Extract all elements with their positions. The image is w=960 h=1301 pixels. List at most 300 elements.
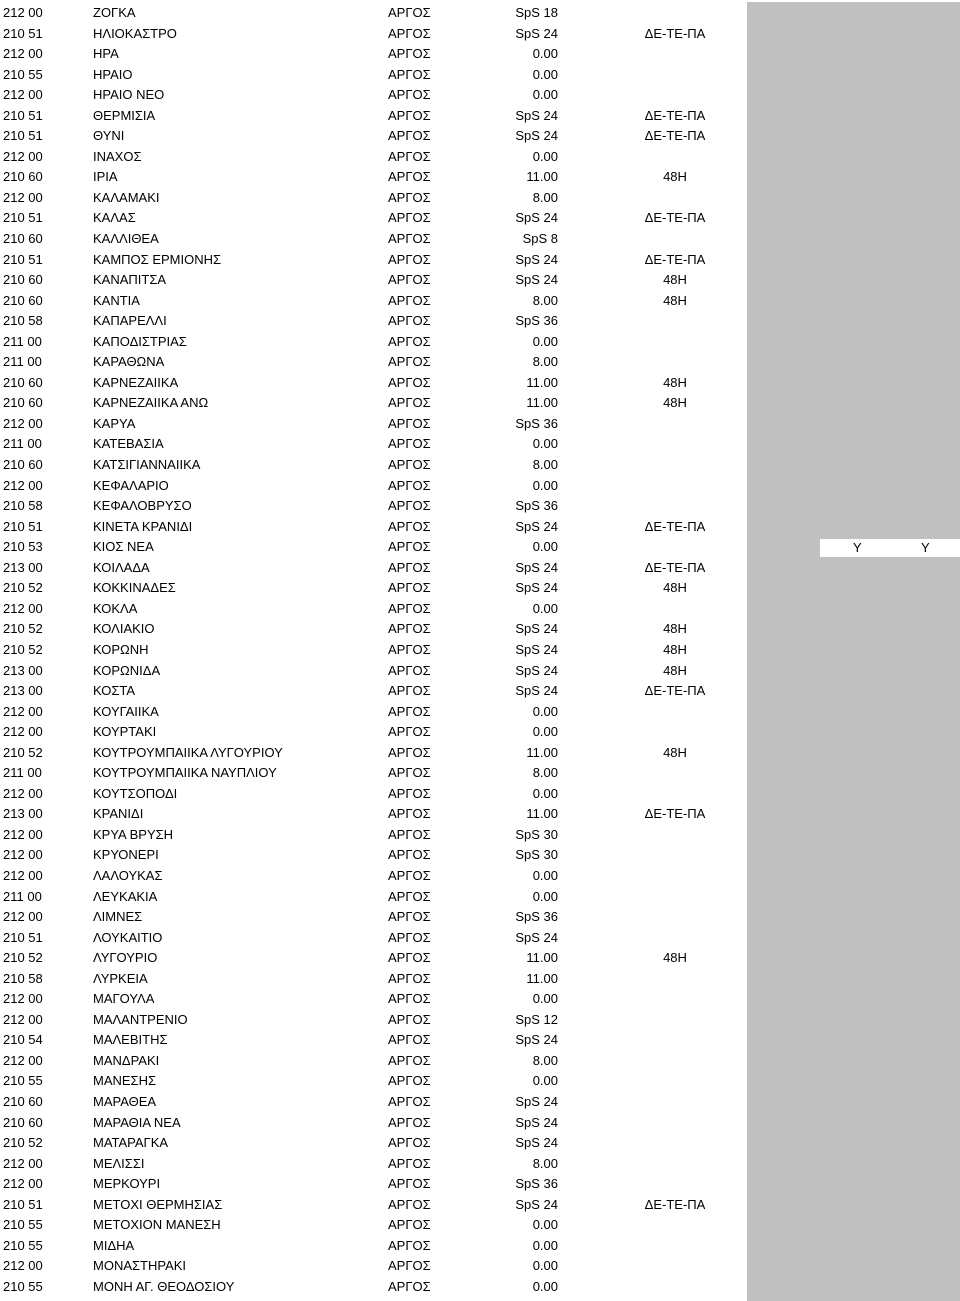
city-cell: ΑΡΓΟΣ	[388, 148, 431, 164]
table-row	[0, 3, 747, 24]
locality-name-cell: ΜΑΡΑΘΕΑ	[93, 1093, 157, 1109]
delivery-note-cell: ΔΕ-ΤΕ-ΠΑ	[644, 806, 706, 822]
rate-cell: SpS 24	[515, 1135, 558, 1151]
postal-code-cell: 210 60	[3, 457, 43, 473]
locality-name-cell: ΚΟΚΛΑ	[93, 600, 138, 616]
postal-code-cell: 211 00	[3, 765, 42, 781]
rate-cell: SpS 24	[515, 621, 558, 637]
table-row	[0, 1030, 747, 1051]
city-cell: ΑΡΓΟΣ	[388, 1114, 431, 1130]
table-row	[0, 24, 747, 45]
city-cell: ΑΡΓΟΣ	[388, 847, 431, 863]
city-cell: ΑΡΓΟΣ	[388, 169, 431, 185]
rate-cell: SpS 24	[515, 25, 558, 41]
city-cell: ΑΡΓΟΣ	[388, 1011, 431, 1027]
postal-code-cell: 210 55	[3, 66, 43, 82]
locality-name-cell: ΛΥΓΟΥΡΙΟ	[93, 950, 158, 966]
locality-name-cell: ΚΟΡΩΝΙΔΑ	[93, 662, 161, 678]
table-row	[0, 1010, 747, 1031]
city-cell: ΑΡΓΟΣ	[388, 1196, 431, 1212]
locality-name-cell: ΚΟΣΤΑ	[93, 683, 136, 699]
city-cell: ΑΡΓΟΣ	[388, 498, 431, 514]
table-row	[0, 250, 747, 271]
city-cell: ΑΡΓΟΣ	[388, 251, 431, 267]
postal-code-cell: 210 60	[3, 169, 43, 185]
locality-name-cell: ΜΑΛΕΒΙΤΗΣ	[93, 1032, 168, 1048]
table-row	[0, 763, 747, 784]
locality-name-cell: ΚΑΜΠΟΣ ΕΡΜΙΟΝΗΣ	[93, 251, 222, 267]
rate-cell: SpS 36	[515, 1176, 558, 1192]
locality-name-cell: ΜΟΝΑΣΤΗΡΑΚΙ	[93, 1258, 187, 1274]
locality-name-cell: ΗΡΑΙΟ	[93, 66, 133, 82]
table-row	[0, 1113, 747, 1134]
city-cell: ΑΡΓΟΣ	[388, 641, 431, 657]
delivery-note-cell: 48Η	[663, 744, 687, 760]
city-cell: ΑΡΓΟΣ	[388, 107, 431, 123]
table-row	[0, 578, 747, 599]
city-cell: ΑΡΓΟΣ	[388, 1052, 431, 1068]
locality-name-cell: ΜΟΝΗ ΑΓ. ΘΕΟΔΟΣΙΟΥ	[93, 1278, 235, 1294]
postal-code-cell: 210 55	[3, 1073, 43, 1089]
table-row	[0, 1256, 747, 1277]
postal-code-cell: 210 51	[3, 107, 43, 123]
city-cell: ΑΡΓΟΣ	[388, 744, 431, 760]
rate-cell: 11.00	[526, 169, 558, 185]
table-row	[0, 1092, 747, 1113]
locality-name-cell: ΚΑΡΝΕΖΑΙΙΚΑ ΑΝΩ	[93, 395, 209, 411]
postal-code-cell: 210 55	[3, 1237, 43, 1253]
postal-code-cell: 213 00	[3, 662, 43, 678]
locality-name-cell: ΚΑΝΤΙΑ	[93, 292, 140, 308]
locality-name-cell: ΘΕΡΜΙΣΙΑ	[93, 107, 156, 123]
postal-code-cell: 210 52	[3, 950, 43, 966]
rate-cell: 0.00	[532, 1073, 558, 1089]
city-cell: ΑΡΓΟΣ	[388, 559, 431, 575]
locality-table	[0, 3, 747, 1297]
rate-cell: SpS 30	[515, 847, 558, 863]
delivery-note-cell: 48Η	[663, 292, 687, 308]
rate-cell: 0.00	[532, 46, 558, 62]
city-cell: ΑΡΓΟΣ	[388, 765, 431, 781]
table-row	[0, 1215, 747, 1236]
delivery-note-cell: 48Η	[663, 272, 687, 288]
table-row	[0, 681, 747, 702]
table-row	[0, 845, 747, 866]
rate-cell: SpS 36	[515, 909, 558, 925]
rate-cell: SpS 36	[515, 415, 558, 431]
table-row	[0, 311, 747, 332]
city-cell: ΑΡΓΟΣ	[388, 929, 431, 945]
table-row	[0, 1051, 747, 1072]
rate-cell: 8.00	[532, 292, 558, 308]
city-cell: ΑΡΓΟΣ	[388, 46, 431, 62]
locality-name-cell: ΜΕΤΟΧΙ ΘΕΡΜΗΣΙΑΣ	[93, 1196, 223, 1212]
postal-code-cell: 213 00	[3, 806, 43, 822]
table-row	[0, 208, 747, 229]
table-row	[0, 640, 747, 661]
grey-side-panel	[747, 2, 960, 1301]
locality-name-cell: ΚΑΠΑΡΕΛΛΙ	[93, 313, 167, 329]
postal-code-cell: 212 00	[3, 1155, 43, 1171]
postal-code-cell: 212 00	[3, 600, 43, 616]
city-cell: ΑΡΓΟΣ	[388, 683, 431, 699]
delivery-note-cell: 48Η	[663, 395, 687, 411]
postal-code-cell: 211 00	[3, 333, 42, 349]
postal-code-cell: 210 60	[3, 292, 43, 308]
city-cell: ΑΡΓΟΣ	[388, 189, 431, 205]
rate-cell: 8.00	[532, 354, 558, 370]
locality-name-cell: ΜΑΓΟΥΛΑ	[93, 991, 155, 1007]
delivery-note-cell: 48Η	[663, 169, 687, 185]
locality-name-cell: ΛΕΥΚΑΚΙΑ	[93, 888, 158, 904]
table-row	[0, 619, 747, 640]
city-cell: ΑΡΓΟΣ	[388, 477, 431, 493]
locality-name-cell: ΚΑΛΑΜΑΚΙ	[93, 189, 160, 205]
postal-code-cell: 210 51	[3, 518, 43, 534]
postal-code-cell: 210 55	[3, 1217, 43, 1233]
postal-code-cell: 210 58	[3, 498, 43, 514]
table-row	[0, 291, 747, 312]
locality-name-cell: ΚΡΥΟΝΕΡΙ	[93, 847, 159, 863]
delivery-note-cell: ΔΕ-ΤΕ-ΠΑ	[644, 518, 706, 534]
postal-code-cell: 210 51	[3, 251, 43, 267]
rate-cell: 0.00	[532, 1278, 558, 1294]
postal-code-cell: 210 52	[3, 621, 43, 637]
table-row	[0, 270, 747, 291]
rate-cell: 0.00	[532, 785, 558, 801]
locality-name-cell: ΚΙΟΣ ΝΕΑ	[93, 539, 154, 555]
flag-strip	[820, 539, 960, 557]
locality-name-cell: ΛΙΜΝΕΣ	[93, 909, 143, 925]
rate-cell: 0.00	[532, 66, 558, 82]
rate-cell: SpS 8	[522, 231, 558, 247]
city-cell: ΑΡΓΟΣ	[388, 292, 431, 308]
postal-code-cell: 210 51	[3, 25, 43, 41]
city-cell: ΑΡΓΟΣ	[388, 950, 431, 966]
rate-cell: SpS 24	[515, 1196, 558, 1212]
rate-cell: 0.00	[532, 436, 558, 452]
rate-cell: SpS 24	[515, 210, 558, 226]
delivery-note-cell: 48Η	[663, 950, 687, 966]
postal-code-cell: 210 60	[3, 1114, 43, 1130]
locality-name-cell: ΜΕΛΙΣΣΙ	[93, 1155, 145, 1171]
rate-cell: 0.00	[532, 87, 558, 103]
rate-cell: 0.00	[532, 600, 558, 616]
locality-name-cell: ΘΥΝΙ	[93, 128, 125, 144]
table-row	[0, 661, 747, 682]
table-row	[0, 85, 747, 106]
locality-name-cell: ΚΟΥΡΤΑΚΙ	[93, 724, 157, 740]
table-row	[0, 434, 747, 455]
table-row	[0, 1236, 747, 1257]
delivery-note-cell: 48Η	[663, 621, 687, 637]
city-cell: ΑΡΓΟΣ	[388, 518, 431, 534]
rate-cell: 8.00	[532, 189, 558, 205]
locality-name-cell: ΖΟΓΚΑ	[93, 5, 136, 20]
postal-code-cell: 212 00	[3, 1052, 43, 1068]
postal-code-cell: 212 00	[3, 415, 43, 431]
table-row	[0, 784, 747, 805]
rate-cell: SpS 36	[515, 498, 558, 514]
locality-name-cell: ΛΥΡΚΕΙΑ	[93, 970, 148, 986]
delivery-note-cell: ΔΕ-ΤΕ-ΠΑ	[644, 559, 706, 575]
city-cell: ΑΡΓΟΣ	[388, 909, 431, 925]
postal-code-cell: 212 00	[3, 148, 43, 164]
postal-code-cell: 210 51	[3, 1196, 43, 1212]
postal-code-cell: 212 00	[3, 991, 43, 1007]
postal-code-cell: 212 00	[3, 87, 43, 103]
locality-name-cell: ΜΙΔΗΑ	[93, 1237, 135, 1253]
rate-cell: 0.00	[532, 477, 558, 493]
table-row	[0, 989, 747, 1010]
rate-cell: 0.00	[532, 1237, 558, 1253]
delivery-note-cell: 48Η	[663, 641, 687, 657]
city-cell: ΑΡΓΟΣ	[388, 662, 431, 678]
postal-code-cell: 210 58	[3, 970, 43, 986]
city-cell: ΑΡΓΟΣ	[388, 621, 431, 637]
city-cell: ΑΡΓΟΣ	[388, 1278, 431, 1294]
table-row	[0, 106, 747, 127]
postal-code-cell: 212 00	[3, 5, 43, 20]
rate-cell: SpS 24	[515, 518, 558, 534]
table-row	[0, 887, 747, 908]
flag-cell: Υ	[853, 540, 862, 555]
postal-code-cell: 210 55	[3, 1278, 43, 1294]
city-cell: ΑΡΓΟΣ	[388, 87, 431, 103]
city-cell: ΑΡΓΟΣ	[388, 128, 431, 144]
locality-name-cell: ΚΑΤΕΒΑΣΙΑ	[93, 436, 164, 452]
delivery-note-cell: ΔΕ-ΤΕ-ΠΑ	[644, 1196, 706, 1212]
table-row	[0, 188, 747, 209]
delivery-note-cell: 48Η	[663, 662, 687, 678]
locality-name-cell: ΗΛΙΟΚΑΣΤΡΟ	[93, 25, 177, 41]
rate-cell: SpS 24	[515, 559, 558, 575]
city-cell: ΑΡΓΟΣ	[388, 374, 431, 390]
table-row	[0, 599, 747, 620]
locality-name-cell: ΚΑΛΛΙΘΕΑ	[93, 231, 159, 247]
locality-name-cell: ΚΟΡΩΝΗ	[93, 641, 149, 657]
table-row	[0, 537, 747, 558]
postal-code-cell: 210 52	[3, 1135, 43, 1151]
table-row	[0, 147, 747, 168]
rate-cell: 0.00	[532, 539, 558, 555]
city-cell: ΑΡΓΟΣ	[388, 457, 431, 473]
locality-name-cell: ΚΑΡΥΑ	[93, 415, 136, 431]
city-cell: ΑΡΓΟΣ	[388, 888, 431, 904]
city-cell: ΑΡΓΟΣ	[388, 66, 431, 82]
delivery-note-cell: 48Η	[663, 374, 687, 390]
rate-cell: 11.00	[526, 806, 558, 822]
city-cell: ΑΡΓΟΣ	[388, 1093, 431, 1109]
postal-code-cell: 210 53	[3, 539, 43, 555]
locality-name-cell: ΛΟΥΚΑΙΤΙΟ	[93, 929, 163, 945]
table-row	[0, 332, 747, 353]
locality-name-cell: ΜΑΛΑΝΤΡΕΝΙΟ	[93, 1011, 188, 1027]
table-row	[0, 1154, 747, 1175]
city-cell: ΑΡΓΟΣ	[388, 231, 431, 247]
table-row	[0, 948, 747, 969]
city-cell: ΑΡΓΟΣ	[388, 1237, 431, 1253]
postal-code-cell: 212 00	[3, 477, 43, 493]
postal-code-cell: 210 51	[3, 929, 43, 945]
table-row	[0, 1195, 747, 1216]
postal-code-cell: 211 00	[3, 436, 42, 452]
postal-code-cell: 212 00	[3, 46, 43, 62]
city-cell: ΑΡΓΟΣ	[388, 313, 431, 329]
postal-code-cell: 210 52	[3, 580, 43, 596]
flag-cell: Υ	[921, 540, 930, 555]
table-row	[0, 126, 747, 147]
table-row	[0, 393, 747, 414]
locality-name-cell: ΚΑΠΟΔΙΣΤΡΙΑΣ	[93, 333, 187, 349]
city-cell: ΑΡΓΟΣ	[388, 333, 431, 349]
rate-cell: SpS 24	[515, 251, 558, 267]
locality-name-cell: ΚΑΤΣΙΓΙΑΝΝΑΙΙΚΑ	[93, 457, 201, 473]
postal-code-cell: 210 60	[3, 272, 43, 288]
locality-name-cell: ΚΟΥΤΡΟΥΜΠΑΙΙΚΑ ΛΥΓΟΥΡΙΟΥ	[93, 744, 283, 760]
locality-name-cell: ΚΑΝΑΠΙΤΣΑ	[93, 272, 167, 288]
city-cell: ΑΡΓΟΣ	[388, 600, 431, 616]
city-cell: ΑΡΓΟΣ	[388, 272, 431, 288]
postal-code-cell: 210 52	[3, 641, 43, 657]
rate-cell: 0.00	[532, 1258, 558, 1274]
postal-code-cell: 212 00	[3, 724, 43, 740]
table-row	[0, 167, 747, 188]
postal-code-cell: 212 00	[3, 909, 43, 925]
postal-code-cell: 210 60	[3, 231, 43, 247]
postal-code-cell: 211 00	[3, 354, 42, 370]
rate-cell: 11.00	[526, 395, 558, 411]
city-cell: ΑΡΓΟΣ	[388, 25, 431, 41]
postal-code-cell: 213 00	[3, 559, 43, 575]
table-row	[0, 907, 747, 928]
postal-code-cell: 210 54	[3, 1032, 43, 1048]
city-cell: ΑΡΓΟΣ	[388, 703, 431, 719]
table-row	[0, 517, 747, 538]
city-cell: ΑΡΓΟΣ	[388, 436, 431, 452]
table-row	[0, 825, 747, 846]
table-row	[0, 65, 747, 86]
locality-name-cell: ΚΑΡΑΘΩΝΑ	[93, 354, 165, 370]
locality-name-cell: ΚΕΦΑΛΑΡΙΟ	[93, 477, 169, 493]
delivery-note-cell: ΔΕ-ΤΕ-ΠΑ	[644, 25, 706, 41]
table-row	[0, 928, 747, 949]
rate-cell: SpS 24	[515, 641, 558, 657]
postal-code-cell: 212 00	[3, 1011, 43, 1027]
postal-code-cell: 212 00	[3, 189, 43, 205]
rate-cell: SpS 24	[515, 272, 558, 288]
rate-cell: SpS 24	[515, 128, 558, 144]
delivery-note-cell: ΔΕ-ΤΕ-ΠΑ	[644, 107, 706, 123]
locality-name-cell: ΙΡΙΑ	[93, 169, 118, 185]
locality-name-cell: ΙΝΑΧΟΣ	[93, 148, 142, 164]
delivery-note-cell: ΔΕ-ΤΕ-ΠΑ	[644, 251, 706, 267]
city-cell: ΑΡΓΟΣ	[388, 539, 431, 555]
locality-name-cell: ΗΡΑΙΟ ΝΕΟ	[93, 87, 165, 103]
city-cell: ΑΡΓΟΣ	[388, 1135, 431, 1151]
rate-cell: 0.00	[532, 867, 558, 883]
table-row	[0, 866, 747, 887]
postal-code-cell: 210 58	[3, 313, 43, 329]
locality-name-cell: ΚΟΙΛΑΔΑ	[93, 559, 150, 575]
locality-name-cell: ΜΑΝΕΣΗΣ	[93, 1073, 157, 1089]
table-row	[0, 229, 747, 250]
table-row	[0, 1071, 747, 1092]
rate-cell: SpS 24	[515, 929, 558, 945]
locality-name-cell: ΚΟΥΤΡΟΥΜΠΑΙΙΚΑ ΝΑΥΠΛΙΟΥ	[93, 765, 277, 781]
city-cell: ΑΡΓΟΣ	[388, 724, 431, 740]
rate-cell: 8.00	[532, 1052, 558, 1068]
table-row	[0, 455, 747, 476]
table-row	[0, 352, 747, 373]
city-cell: ΑΡΓΟΣ	[388, 785, 431, 801]
locality-name-cell: ΜΑΝΔΡΑΚΙ	[93, 1052, 160, 1068]
postal-code-cell: 210 60	[3, 1093, 43, 1109]
rate-cell: SpS 24	[515, 1093, 558, 1109]
locality-name-cell: ΚΑΛΑΣ	[93, 210, 136, 226]
city-cell: ΑΡΓΟΣ	[388, 415, 431, 431]
table-row	[0, 414, 747, 435]
postal-code-cell: 213 00	[3, 683, 43, 699]
city-cell: ΑΡΓΟΣ	[388, 354, 431, 370]
table-row	[0, 373, 747, 394]
rate-cell: SpS 24	[515, 1114, 558, 1130]
delivery-note-cell: ΔΕ-ΤΕ-ΠΑ	[644, 210, 706, 226]
table-row	[0, 1277, 747, 1298]
locality-name-cell: ΚΡΑΝΙΔΙ	[93, 806, 144, 822]
city-cell: ΑΡΓΟΣ	[388, 395, 431, 411]
rate-cell: 0.00	[532, 148, 558, 164]
postal-code-cell: 212 00	[3, 1258, 43, 1274]
locality-name-cell: ΚΕΦΑΛΟΒΡΥΣΟ	[93, 498, 192, 514]
postal-code-cell: 212 00	[3, 785, 43, 801]
postal-code-cell: 212 00	[3, 847, 43, 863]
city-cell: ΑΡΓΟΣ	[388, 210, 431, 226]
table-row	[0, 496, 747, 517]
city-cell: ΑΡΓΟΣ	[388, 1176, 431, 1192]
city-cell: ΑΡΓΟΣ	[388, 1073, 431, 1089]
locality-name-cell: ΜΕΤΟΧΙΟΝ ΜΑΝΕΣΗ	[93, 1217, 221, 1233]
rate-cell: 0.00	[532, 888, 558, 904]
locality-name-cell: ΛΑΛΟΥΚΑΣ	[93, 867, 163, 883]
postal-code-cell: 210 52	[3, 744, 43, 760]
locality-name-cell: ΜΑΤΑΡΑΓΚΑ	[93, 1135, 169, 1151]
postal-code-cell: 212 00	[3, 826, 43, 842]
city-cell: ΑΡΓΟΣ	[388, 580, 431, 596]
city-cell: ΑΡΓΟΣ	[388, 867, 431, 883]
rate-cell: 8.00	[532, 1155, 558, 1171]
rate-cell: 0.00	[532, 991, 558, 1007]
postal-code-cell: 210 51	[3, 128, 43, 144]
rate-cell: SpS 18	[515, 5, 558, 20]
city-cell: ΑΡΓΟΣ	[388, 1217, 431, 1233]
locality-name-cell: ΚΙΝΕΤΑ ΚΡΑΝΙΔΙ	[93, 518, 193, 534]
locality-name-cell: ΜΑΡΑΘΙΑ ΝΕΑ	[93, 1114, 181, 1130]
locality-name-cell: ΗΡΑ	[93, 46, 119, 62]
rate-cell: 0.00	[532, 1217, 558, 1233]
table-row	[0, 558, 747, 579]
locality-name-cell: ΚΡΥΑ ΒΡΥΣΗ	[93, 826, 174, 842]
table-row	[0, 1133, 747, 1154]
postal-code-cell: 210 60	[3, 395, 43, 411]
rate-cell: 11.00	[526, 374, 558, 390]
city-cell: ΑΡΓΟΣ	[388, 1258, 431, 1274]
postal-code-cell: 212 00	[3, 1176, 43, 1192]
postal-code-cell: 212 00	[3, 703, 43, 719]
delivery-note-cell: ΔΕ-ΤΕ-ΠΑ	[644, 128, 706, 144]
rate-cell: 11.00	[526, 970, 558, 986]
table-row	[0, 44, 747, 65]
